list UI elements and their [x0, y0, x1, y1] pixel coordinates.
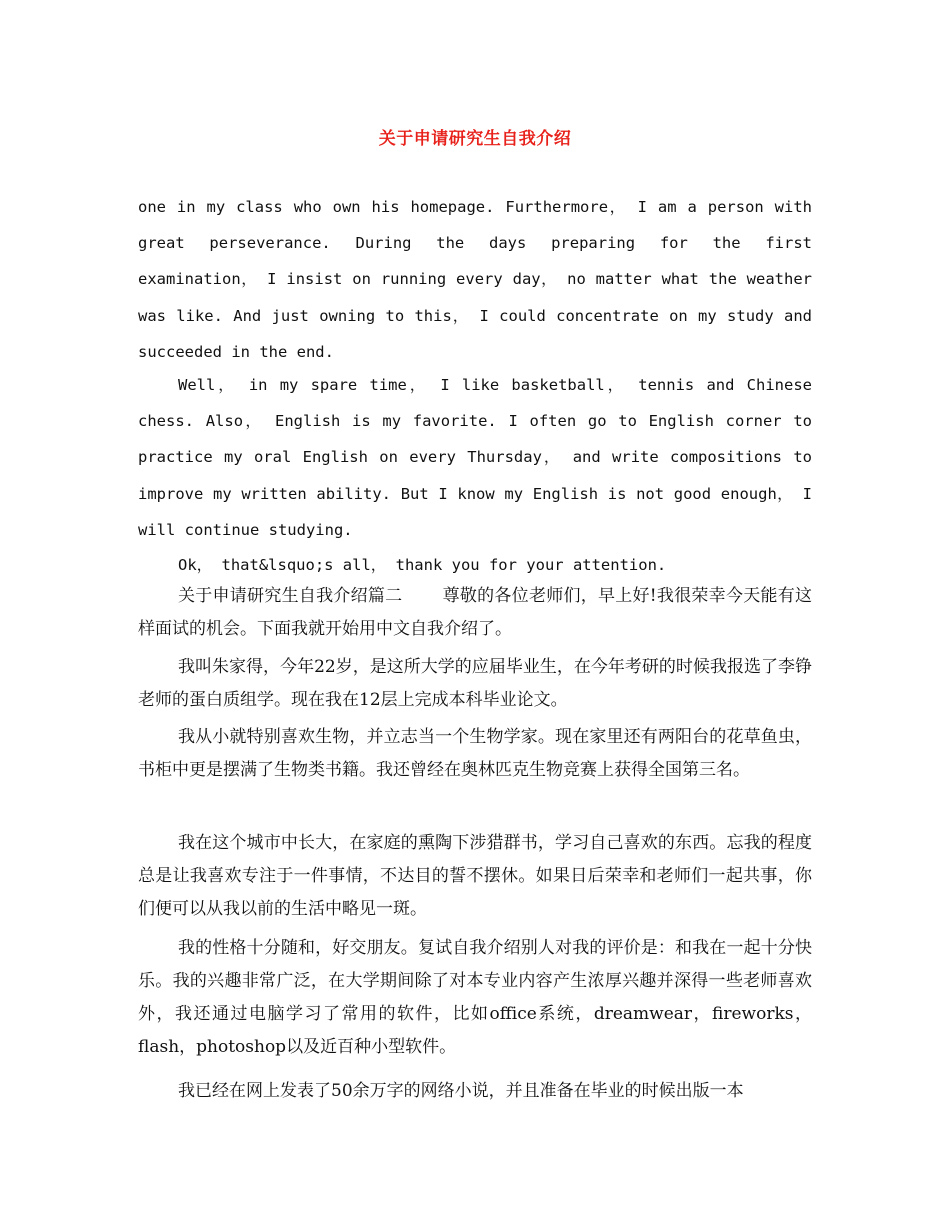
paragraph-chinese-6: 我已经在网上发表了50余万字的网络小说，并且准备在毕业的时候出版一本	[178, 1081, 744, 1101]
paragraph-english-2: Well， in my spare time， I like basketball， tennis and Chinese chess. Also， English is my favorite. I often go to English corner to practice my oral English on every Thursday， and write compositions to improve my written ability. But I know my English is not good enough， I will continue studying.	[138, 376, 812, 539]
paragraph-chinese-2: 我叫朱家得，今年22岁，是这所大学的应届毕业生，在今年考研的时候我报选了李铮老师的蛋白质组学。现在我在12层上完成本科毕业论文。	[138, 657, 812, 710]
paragraph-chinese-1: 关于申请研究生自我介绍篇二 尊敬的各位老师们，早上好!我很荣幸今天能有这样面试的机会。下面我就开始用中文自我介绍了。	[138, 586, 812, 639]
paragraph-english-1: one in my class who own his homepage. Furthermore， I am a person with great perseverance. During the days preparing for the first examination， I insist on running every day， no matter what the weather was like. And just owning to this， I could concentrate on my study and succeeded in the end.	[138, 198, 812, 361]
paragraph-chinese-3: 我从小就特别喜欢生物，并立志当一个生物学家。现在家里还有两阳台的花草鱼虫，书柜中更是摆满了生物类书籍。我还曾经在奥林匹克生物竞赛上获得全国第三名。	[138, 727, 812, 780]
paragraph-chinese-5: 我的性格十分随和，好交朋友。复试自我介绍别人对我的评价是：和我在一起十分快乐。我的兴趣非常广泛，在大学期间除了对本专业内容产生浓厚兴趣并深得一些老师喜欢外，我还通过电脑学习了常用的软件，比如office系统，dreamwear，fireworks，flash，photoshop以及近百种小型软件。	[138, 938, 812, 1057]
paragraph-chinese-4: 我在这个城市中长大，在家庭的熏陶下涉猎群书，学习自己喜欢的东西。忘我的程度总是让我喜欢专注于一件事情，不达目的誓不摆休。如果日后荣幸和老师们一起共事，你们便可以从我以前的生活中略见一斑。	[138, 833, 812, 919]
paragraph-english-3: Ok， that&lsquo;s all， thank you for your attention.	[178, 556, 667, 574]
document-title: 关于申请研究生自我介绍	[378, 129, 572, 149]
